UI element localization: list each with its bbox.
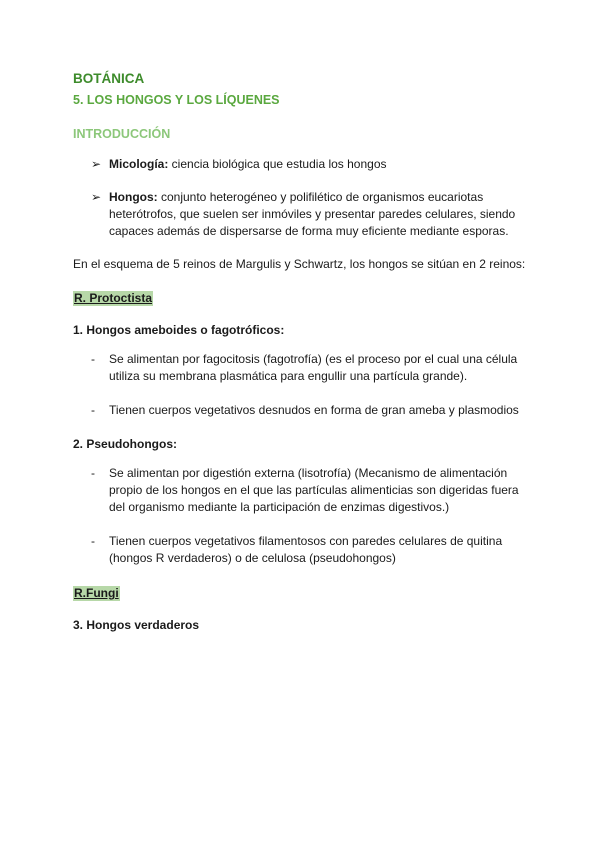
- dash-bullet-icon: -: [91, 352, 95, 366]
- group-heading-hongos-verdaderos: 3. Hongos verdaderos: [73, 618, 200, 632]
- pseudohongos-list: [73, 465, 533, 567]
- chapter-title: 5. LOS HONGOS Y LOS LÍQUENES: [73, 93, 280, 107]
- dash-bullet-icon: -: [91, 466, 95, 480]
- document-title: BOTÁNICA: [73, 71, 145, 86]
- arrow-bullet-icon: ➢: [91, 190, 102, 204]
- list-item: [73, 351, 533, 385]
- intro-bullet-hongos: [73, 189, 533, 240]
- definition-micologia: ciencia biológica que estudia los hongos: [168, 157, 387, 171]
- ameboides-list: [73, 351, 533, 419]
- intro-bullet-list: [73, 156, 533, 240]
- kingdom-label: R. Protoctista: [74, 291, 153, 305]
- kingdom-label: R.Fungi: [74, 586, 119, 600]
- intro-paragraph: En el esquema de 5 reinos de Margulis y Schwartz, los hongos se sitúan en 2 reinos:: [73, 257, 526, 271]
- list-item-text: Se alimentan por digestión externa (lisotrofía) (Mecanismo de alimentación propio de los hongos en el que las partículas alimenticias son digeridas fuera del organismo mediante la participación de enzimas digestivos.): [109, 466, 519, 514]
- list-item: [73, 533, 533, 567]
- dash-bullet-icon: -: [91, 534, 95, 548]
- kingdom-protoctista-heading: [73, 289, 533, 306]
- intro-bullet-micologia: [73, 156, 533, 173]
- term-micologia: Micología:: [109, 157, 169, 171]
- dash-bullet-icon: -: [91, 403, 95, 417]
- arrow-bullet-icon: ➢: [91, 157, 102, 171]
- list-item-text: Se alimentan por fagocitosis (fagotrofía) (es el proceso por el cual una célula utiliza su membrana plasmática para engullir una partícula grande).: [109, 352, 518, 383]
- group-heading-pseudohongos: 2. Pseudohongos:: [73, 437, 178, 451]
- definition-hongos: conjunto heterogéneo y polifilético de organismos eucariotas heterótrofos, que suelen ser inmóviles y presentar paredes celulares, siendo capaces además de dispersarse de forma muy eficiente mediante esporas.: [109, 190, 516, 238]
- term-hongos: Hongos:: [109, 190, 158, 204]
- list-item-text: Tienen cuerpos vegetativos desnudos en forma de gran ameba y plasmodios: [109, 403, 519, 417]
- list-item: [73, 402, 533, 419]
- list-item: [73, 465, 533, 516]
- group-heading-ameboides: 1. Hongos ameboides o fagotróficos:: [73, 323, 285, 337]
- list-item-text: Tienen cuerpos vegetativos filamentosos con paredes celulares de quitina (hongos R verdaderos) o de celulosa (pseudohongos): [109, 534, 503, 565]
- kingdom-fungi-heading: [73, 584, 533, 601]
- section-heading-introduccion: INTRODUCCIÓN: [73, 127, 171, 141]
- document-page: [73, 70, 533, 634]
